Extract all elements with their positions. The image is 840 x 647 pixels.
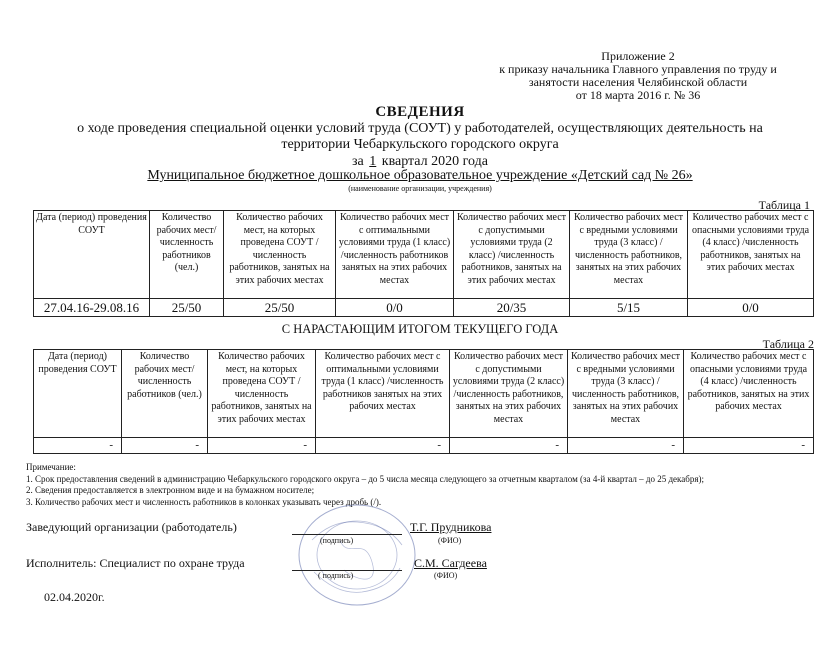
table-cell: 20/35 [454, 299, 570, 317]
note-item: 1. Срок предоставления сведений в администрацию Чебаркульского городского округа – до 5 числа месяца следующего за отчетным кварталом (за 4-й квартал – до 25 декабря); [26, 473, 704, 484]
table2-header-cell: Количество рабочих мест с опасными условиями труда (4 класс) /численность работников, занятых на этих рабочих местах [684, 350, 814, 438]
organization-stamp [292, 500, 422, 610]
table-cell: - [208, 438, 316, 454]
appendix-line: от 18 марта 2016 г. № 36 [575, 88, 701, 102]
table1-header-cell: Количество рабочих мест с опасными условиями труда (4 класс) /численность работников, занятых на этих рабочих местах [688, 211, 814, 299]
executor-name: С.М. Сагдеева [414, 556, 487, 570]
table1-header-cell: Количество рабочих мест/ численность работников (чел.) [150, 211, 224, 299]
table1-header-row [34, 211, 814, 299]
executor-role: Исполнитель: Специалист по охране труда [26, 556, 245, 570]
table2-data-row [34, 438, 814, 454]
head-role: Заведующий организации (работодатель) [26, 520, 237, 534]
note-item: 3. Количество рабочих мест и численность работников в колонках указывать через дробь (/). [26, 496, 382, 507]
table-cell: - [122, 438, 208, 454]
table-cell: - [34, 438, 122, 454]
table2-header-cell: Количество рабочих мест с допустимыми условиями труда (2 класс) /численность работников, занятых на этих рабочих местах [450, 350, 568, 438]
executor-name-note: (ФИО) [434, 571, 458, 580]
table1-header-cell: Количество рабочих мест с оптимальными условиями труда (1 класс) /численность работников занятых на этих рабочих местах [336, 211, 454, 299]
table2 [33, 349, 814, 454]
table2-header-cell: Количество рабочих мест с вредными условиями труда (3 класс) /численность работников, занятых на этих рабочих местах [568, 350, 684, 438]
table-cell: - [684, 438, 814, 454]
table2-header-cell: Дата (период) проведения СОУТ [34, 350, 122, 438]
table-cell: - [450, 438, 568, 454]
table2-label: Таблица 2 [762, 337, 814, 351]
table1-header-cell: Количество рабочих мест с допустимыми условиями труда (2 класс) /численность работников, занятых на этих рабочих местах [454, 211, 570, 299]
period-quarter: 1 [369, 154, 377, 169]
table-cell: 5/15 [570, 299, 688, 317]
table2-header-row [34, 350, 814, 438]
table2-header-cell: Количество рабочих мест с оптимальными условиями труда (1 класс) /численность работников занятых на этих рабочих местах [316, 350, 450, 438]
period-prefix: за [352, 154, 364, 169]
head-sign-note: (подпись) [320, 536, 354, 545]
organization-note: (наименование организации, учреждения) [348, 184, 492, 193]
head-name: Т.Г. Прудникова [410, 520, 492, 534]
appendix-line: Приложение 2 [601, 49, 675, 63]
cumulative-title: С НАРАСТАЮЩИМ ИТОГОМ ТЕКУЩЕГО ГОДА [281, 322, 559, 336]
table-cell: 27.04.16-29.08.16 [34, 299, 150, 317]
report-date: 02.04.2020г. [44, 590, 105, 604]
document-subtitle: о ходе проведения специальной оценки условий труда (СОУТ) у работодателей, осуществляющих деятельность на [77, 121, 763, 136]
document-title: СВЕДЕНИЯ [375, 104, 465, 120]
organization-name: Муниципальное бюджетное дошкольное образовательное учреждение «Детский сад № 26» [147, 168, 693, 183]
executor-sign-note: ( подпись) [318, 571, 354, 580]
table1-header-cell: Количество рабочих мест, на которых проведена СОУТ /численность работников, занятых на этих рабочих местах [224, 211, 336, 299]
notes-title: Примечание: [26, 462, 76, 472]
appendix-line: занятости населения Челябинской области [528, 75, 748, 89]
table-cell: 25/50 [224, 299, 336, 317]
table1-label: Таблица 1 [758, 198, 810, 212]
appendix-line: к приказу начальника Главного управления по труду и [499, 62, 777, 76]
table-cell: 0/0 [688, 299, 814, 317]
table1-data-row [34, 299, 814, 317]
period-suffix: квартал 2020 года [381, 154, 488, 169]
table1-header-cell: Количество рабочих мест с вредными условиями труда (3 класс) /численность работников, занятых на этих рабочих местах [570, 211, 688, 299]
table-cell: - [316, 438, 450, 454]
table-cell: 0/0 [336, 299, 454, 317]
table1 [33, 210, 814, 317]
table-cell: - [568, 438, 684, 454]
note-item: 2. Сведения предоставляется в электронном виде и на бумажном носителе; [26, 485, 315, 495]
document-subtitle-2: территории Чебаркульского городского округа [281, 137, 559, 152]
table2-header-cell: Количество рабочих мест, на которых проведена СОУТ /численность работников, занятых на этих рабочих местах [208, 350, 316, 438]
appendix-block [488, 50, 788, 102]
table1-header-cell: Дата (период) проведения СОУТ [34, 211, 150, 299]
head-name-note: (ФИО) [438, 536, 462, 545]
head-signature-line [292, 534, 402, 535]
table-cell: 25/50 [150, 299, 224, 317]
table2-header-cell: Количество рабочих мест/ численность работников (чел.) [122, 350, 208, 438]
